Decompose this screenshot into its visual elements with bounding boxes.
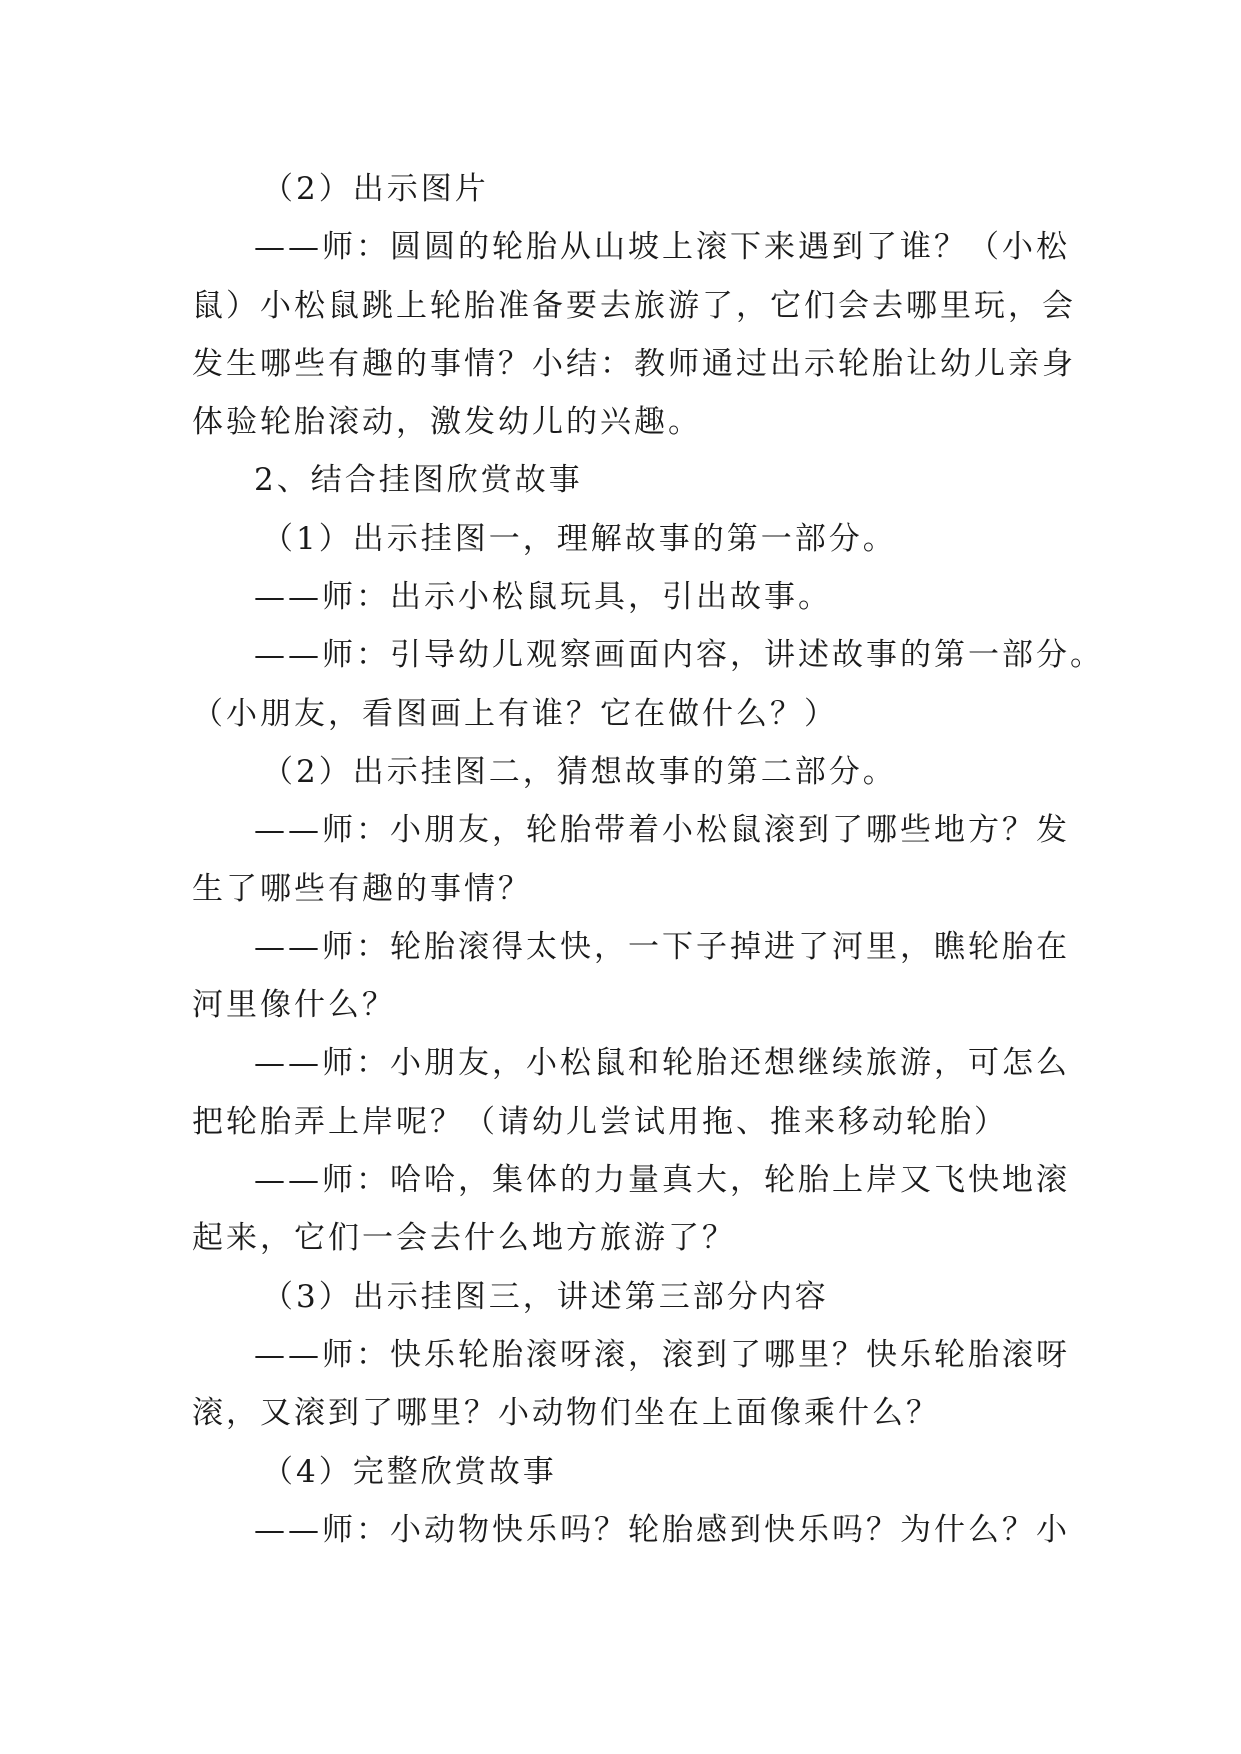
text-line: 体验轮胎滚动，激发幼儿的兴趣。 <box>192 404 702 441</box>
text-line: ——师：出示小松鼠玩具，引出故事。 <box>254 579 832 616</box>
text-line: ——师：轮胎滚得太快，一下子掉进了河里，瞧轮胎在 <box>254 928 1070 965</box>
text-line: 河里像什么？ <box>192 987 396 1024</box>
text-line: 把轮胎弄上岸呢？（请幼儿尝试用拖、推来移动轮胎） <box>192 1103 1008 1140</box>
text-line: 生了哪些有趣的事情？ <box>192 870 532 907</box>
text-line: 2、结合挂图欣赏故事 <box>254 462 583 499</box>
text-line: （4）完整欣赏故事 <box>262 1453 557 1490</box>
text-line: ——师：小朋友，小松鼠和轮胎还想继续旅游，可怎么 <box>254 1045 1070 1082</box>
text-line: 滚，又滚到了哪里？小动物们坐在上面像乘什么？ <box>192 1395 940 1432</box>
text-line: ——师：哈哈，集体的力量真大，轮胎上岸又飞快地滚 <box>254 1162 1070 1199</box>
text-line: 起来，它们一会去什么地方旅游了？ <box>192 1220 736 1257</box>
text-line: ——师：快乐轮胎滚呀滚，滚到了哪里？快乐轮胎滚呀 <box>254 1336 1070 1373</box>
text-line: （2）出示图片 <box>262 171 489 207</box>
text-line: 发生哪些有趣的事情？小结：教师通过出示轮胎让幼儿亲身 <box>192 345 1076 382</box>
text-line: ——师：引导幼儿观察画面内容，讲述故事的第一部分。 <box>254 637 1104 674</box>
text-line: 鼠）小松鼠跳上轮胎准备要去旅游了，它们会去哪里玩，会 <box>192 287 1076 324</box>
text-line: （3）出示挂图三，讲述第三部分内容 <box>262 1278 829 1315</box>
text-line: ——师：小动物快乐吗？轮胎感到快乐吗？为什么？小 <box>254 1511 1070 1548</box>
document-body <box>192 160 1104 1559</box>
text-line: （1）出示挂图一，理解故事的第一部分。 <box>262 520 897 557</box>
text-line: ——师：圆圆的轮胎从山坡上滚下来遇到了谁？（小松 <box>254 229 1070 266</box>
text-line: （2）出示挂图二，猜想故事的第二部分。 <box>262 753 897 790</box>
text-line: ——师：小朋友，轮胎带着小松鼠滚到了哪些地方？发 <box>254 812 1070 849</box>
text-line: （小朋友，看图画上有谁？它在做什么？） <box>192 695 838 732</box>
